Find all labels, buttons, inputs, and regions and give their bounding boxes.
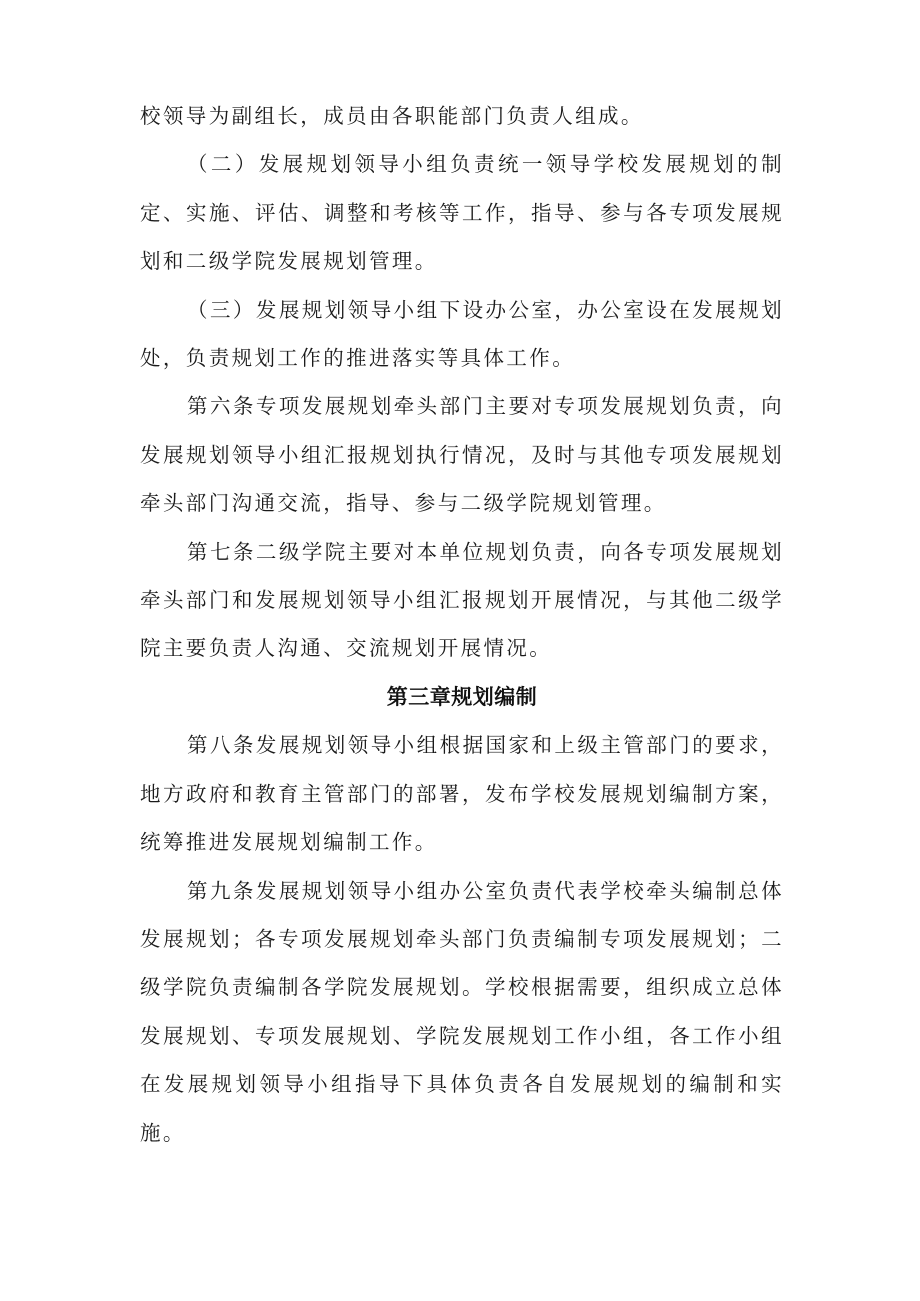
paragraph-article-seven: 第七条二级学院主要对本单位规划负责，向各专项发展规划牵头部门和发展规划领导小组汇报规划开展情况，与其他二级学院主要负责人沟通、交流规划开展情况。 — [140, 539, 784, 661]
paragraph-continuation: 校领导为副组长，成员由各职能部门负责人组成。 — [140, 104, 644, 128]
paragraph-item-two: （二）发展规划领导小组负责统一领导学校发展规划的制定、实施、评估、调整和考核等工作，指导、参与各专项发展规划和二级学院发展规划管理。 — [140, 152, 784, 274]
paragraph-article-eight: 第八条发展规划领导小组根据国家和上级主管部门的要求，地方政府和教育主管部门的部署，发布学校发展规划编制方案，统筹推进发展规划编制工作。 — [140, 733, 784, 855]
document-body — [140, 92, 784, 1157]
paragraph-item-three: （三）发展规划领导小组下设办公室，办公室设在发展规划处，负责规划工作的推进落实等具体工作。 — [140, 297, 784, 371]
chapter-title: 第三章规划编制 — [386, 684, 538, 709]
paragraph-article-nine: 第九条发展规划领导小组办公室负责代表学校牵头编制总体发展规划；各专项发展规划牵头部门负责编制专项发展规划；二级学院负责编制各学院发展规划。学校根据需要，组织成立总体发展规划、专项发展规划、学院发展规划工作小组，各工作小组在发展规划领导小组指导下具体负责各自发展规划的编制和实施。 — [140, 878, 784, 1145]
paragraph-article-six: 第六条专项发展规划牵头部门主要对专项发展规划负责，向发展规划领导小组汇报规划执行情况，及时与其他专项发展规划牵头部门沟通交流，指导、参与二级学院规划管理。 — [140, 394, 784, 516]
